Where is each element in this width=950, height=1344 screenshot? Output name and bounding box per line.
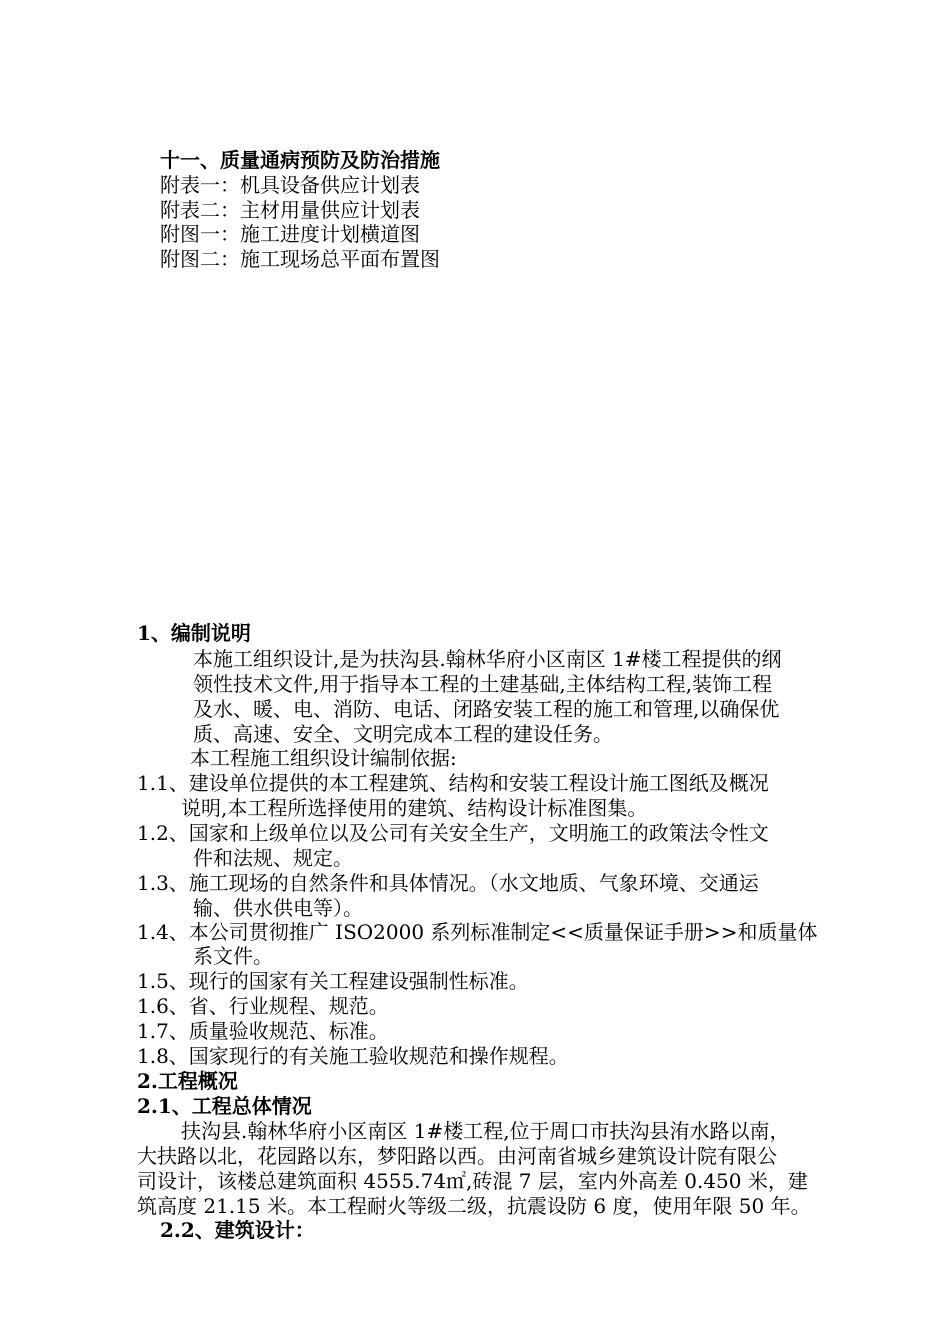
section-1-heading: 1、编制说明 <box>137 621 251 645</box>
overview-line: 扶沟县.翰林华府小区南区 1#楼工程,位于周口市扶沟县洧水路以南， <box>181 1119 790 1143</box>
intro-line: 及水、暖、电、消防、电话、闭路安装工程的施工和管理,以确保优 <box>193 697 780 721</box>
toc-heading: 十一、质量通病预防及防治措施 <box>160 148 440 172</box>
toc-item: 附表二：主材用量供应计划表 <box>160 198 420 222</box>
section-2-heading: 2.工程概况 <box>137 1069 238 1093</box>
overview-line: 司设计，该楼总建筑面积 4555.74㎡,砖混 7 层，室内外高差 0.450 米，建 <box>137 1169 808 1193</box>
basis-item: 1.2、国家和上级单位以及公司有关安全生产，文明施工的政策法令性文 <box>137 821 769 845</box>
toc-item: 附图二：施工现场总平面布置图 <box>160 247 440 271</box>
basis-item-continuation: 说明,本工程所选择使用的建筑、结构设计标准图集。 <box>181 796 648 820</box>
toc-item: 附表一：机具设备供应计划表 <box>160 173 420 197</box>
intro-line: 领性技术文件,用于指导本工程的土建基础,主体结构工程,装饰工程 <box>193 672 773 696</box>
basis-item: 1.8、国家现行的有关施工验收规范和操作规程。 <box>137 1044 569 1068</box>
basis-item: 1.6、省、行业规程、规范。 <box>137 994 389 1018</box>
basis-title: 本工程施工组织设计编制依据: <box>190 746 457 770</box>
intro-line: 本施工组织设计,是为扶沟县.翰林华府小区南区 1#楼工程提供的纲 <box>193 647 782 671</box>
toc-item: 附图一：施工进度计划横道图 <box>160 222 420 246</box>
basis-item: 1.4、本公司贯彻推广 ISO2000 系列标准制定<<质量保证手册>>和质量体 <box>137 920 818 944</box>
basis-item-continuation: 输、供水供电等）。 <box>193 896 363 920</box>
section-2-1-heading: 2.1、工程总体情况 <box>137 1094 312 1118</box>
basis-item-continuation: 件和法规、规定。 <box>193 846 353 870</box>
section-2-2-heading: 2.2、建筑设计： <box>160 1218 315 1242</box>
intro-line: 质、高速、安全、文明完成本工程的建设任务。 <box>193 722 613 746</box>
basis-item: 1.1、建设单位提供的本工程建筑、结构和安装工程设计施工图纸及概况 <box>137 771 769 795</box>
basis-item-continuation: 系文件。 <box>193 944 273 968</box>
overview-line: 大扶路以北，花园路以东，梦阳路以西。由河南省城乡建筑设计院有限公 <box>137 1144 777 1168</box>
basis-item: 1.7、质量验收规范、标准。 <box>137 1019 389 1043</box>
overview-line: 筑高度 21.15 米。本工程耐火等级二级，抗震设防 6 度，使用年限 50 年。 <box>137 1194 811 1218</box>
basis-item: 1.5、现行的国家有关工程建设强制性标准。 <box>137 969 529 993</box>
basis-item: 1.3、施工现场的自然条件和具体情况。（水文地质、气象环境、交通运 <box>137 871 759 895</box>
